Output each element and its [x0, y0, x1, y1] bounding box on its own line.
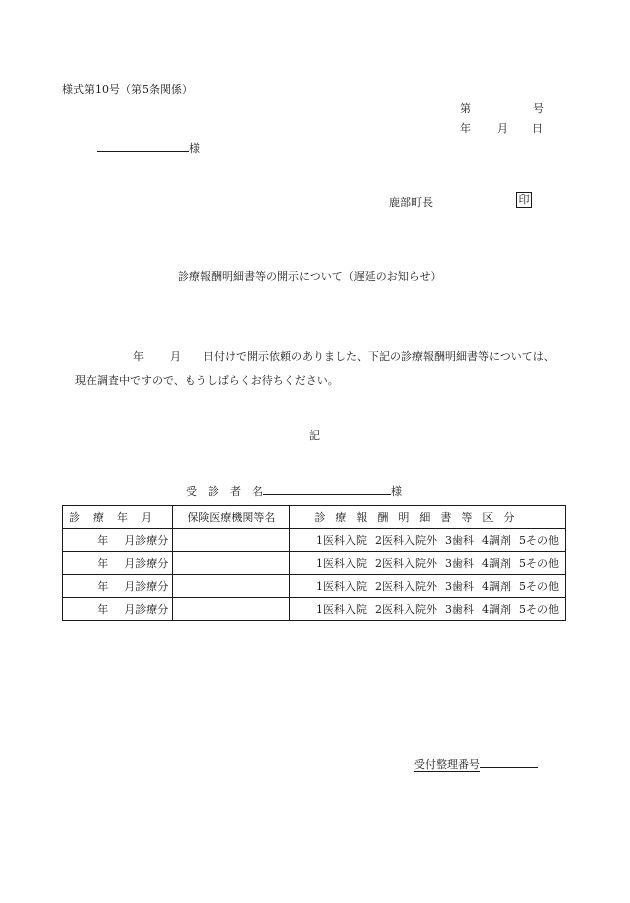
receipt-label: 受付整理番号	[414, 758, 480, 771]
kubun-option: 3歯科	[445, 534, 474, 547]
kubun-option: 3歯科	[445, 603, 474, 616]
kubun-option: 2医科入院外	[375, 603, 437, 616]
kubun-option: 4調剤	[482, 603, 511, 616]
institution-cell	[173, 529, 290, 552]
doc-ref-go: 号	[533, 102, 544, 115]
row-month: 月診療分	[124, 580, 169, 593]
date-month: 月	[497, 122, 508, 135]
kubun-option: 5その他	[519, 580, 559, 593]
row-month: 月診療分	[124, 603, 169, 616]
institution-cell	[173, 575, 290, 598]
sender-title: 鹿部町長	[389, 196, 433, 209]
month-cell	[63, 552, 173, 575]
kubun-option: 1医科入院	[316, 557, 367, 570]
month-cell	[63, 598, 173, 621]
kubun-option: 5その他	[519, 534, 559, 547]
header-kubun: 診療報酬明細書等区分	[290, 506, 566, 529]
receipt-line	[414, 755, 538, 772]
body-line1: 日付けで開示依頼のありました、下記の診療報酬明細書等については、	[203, 350, 555, 363]
institution-cell	[173, 598, 290, 621]
month-cell	[63, 575, 173, 598]
row-month: 月診療分	[124, 557, 169, 570]
kubun-option: 3歯科	[445, 580, 474, 593]
seal-mark: 印	[516, 192, 532, 208]
institution-cell	[173, 552, 290, 575]
date-year: 年	[460, 122, 471, 135]
receipt-blank	[480, 755, 538, 768]
form-number: 様式第10号（第5条関係）	[62, 83, 193, 96]
kubun-option: 2医科入院外	[375, 557, 437, 570]
kubun-option: 5その他	[519, 557, 559, 570]
kubun-cell	[290, 598, 566, 621]
patient-suffix: 様	[391, 485, 402, 498]
kubun-cell	[290, 575, 566, 598]
kubun-option: 1医科入院	[316, 580, 367, 593]
table-row	[63, 575, 566, 598]
doc-ref-dai: 第	[460, 102, 471, 115]
patient-label: 受 診 者 名	[186, 485, 263, 498]
body-year: 年	[133, 350, 144, 363]
request-table	[62, 505, 566, 621]
row-month: 月診療分	[124, 534, 169, 547]
month-cell	[63, 529, 173, 552]
addressee-suffix: 様	[189, 142, 200, 155]
kubun-option: 2医科入院外	[375, 580, 437, 593]
ki-mark: 記	[309, 429, 320, 442]
row-year: 年	[97, 534, 109, 547]
table-row	[63, 598, 566, 621]
table-row	[63, 529, 566, 552]
addressee-line	[97, 139, 200, 156]
kubun-option: 1医科入院	[316, 603, 367, 616]
kubun-option: 5その他	[519, 603, 559, 616]
row-year: 年	[97, 557, 109, 570]
kubun-option: 2医科入院外	[375, 534, 437, 547]
row-year: 年	[97, 603, 109, 616]
kubun-option: 4調剤	[482, 557, 511, 570]
addressee-blank	[97, 139, 189, 152]
table-header-row	[63, 506, 566, 529]
kubun-option: 3歯科	[445, 557, 474, 570]
patient-line	[186, 482, 402, 499]
kubun-option: 4調剤	[482, 534, 511, 547]
date-day: 日	[532, 122, 543, 135]
row-year: 年	[97, 580, 109, 593]
kubun-option: 1医科入院	[316, 534, 367, 547]
header-shinryo-nengetsu: 診療年月	[63, 506, 173, 529]
subject: 診療報酬明細書等の開示について（遅延のお知らせ）	[178, 270, 442, 283]
kubun-option: 4調剤	[482, 580, 511, 593]
patient-blank	[263, 482, 391, 495]
table-row	[63, 552, 566, 575]
header-iryokikan: 保険医療機関等名	[173, 506, 290, 529]
body-line2: 現在調査中ですので、もうしばらくお待ちください。	[75, 374, 339, 387]
kubun-cell	[290, 529, 566, 552]
kubun-cell	[290, 552, 566, 575]
body-month: 月	[170, 350, 181, 363]
